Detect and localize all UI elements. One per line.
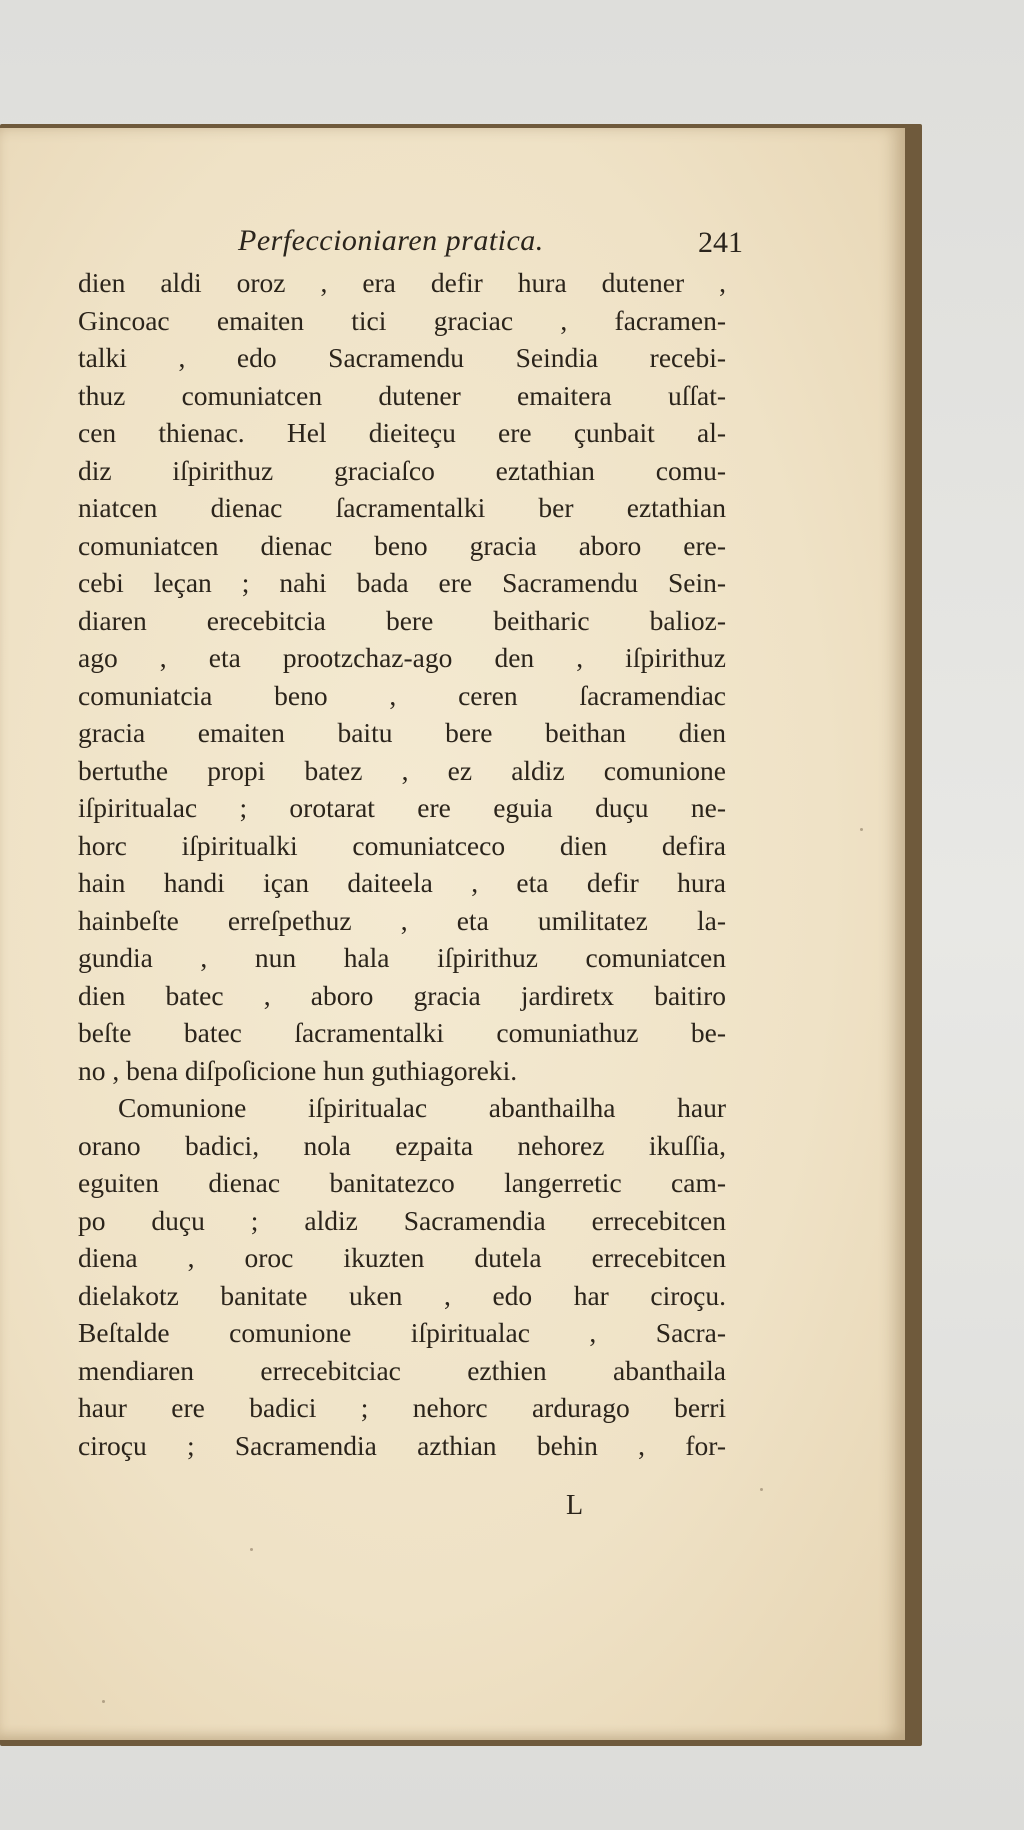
- text-line: gracia emaiten baitu bere beithan dien: [78, 717, 726, 748]
- text-line: talki , edo Sacramendu Seindia recebi-: [78, 342, 726, 373]
- paper-speck: [102, 1700, 105, 1703]
- text-line: mendiaren errecebitciac ezthien abanthaila: [78, 1354, 726, 1386]
- running-title: Perfeccioniaren pratica.: [238, 224, 544, 257]
- text-line: cebi leçan ; nahi bada ere Sacramendu Sein-: [78, 567, 726, 598]
- text-line: eguiten dienac banitatezco langerretic cam-: [78, 1167, 726, 1198]
- text-line: haur ere badici ; nehorc ardurago berri: [78, 1392, 726, 1423]
- text-line: orano badici, nola ezpaita nehorez ikuſſia,: [78, 1129, 726, 1161]
- page-number: 241: [698, 226, 743, 259]
- text-line: bertuthe propi batez , ez aldiz comunione: [78, 754, 726, 786]
- book-page: [0, 128, 905, 1740]
- text-line: hain handi içan daiteela , eta defir hura: [78, 867, 726, 898]
- text-line: dien batec , aboro gracia jardiretx baitiro: [78, 979, 726, 1011]
- text-line: Beſtalde comunione iſpiritualac , Sacra-: [78, 1317, 726, 1348]
- paper-speck: [760, 1488, 763, 1491]
- text-line: no , bena diſpoſicione hun guthiagoreki.: [78, 1054, 518, 1086]
- text-line: Gincoac emaiten tici graciac , facramen-: [78, 304, 726, 336]
- signature-mark: L: [566, 1490, 584, 1521]
- text-line: niatcen dienac ſacramentalki ber eztathian: [78, 492, 726, 523]
- paper-speck: [860, 828, 863, 831]
- text-line: beſte batec ſacramentalki comuniathuz be-: [78, 1017, 726, 1048]
- text-line: diena , oroc ikuzten dutela errecebitcen: [78, 1242, 726, 1273]
- text-line: cen thienac. Hel dieiteçu ere çunbait al-: [78, 417, 726, 448]
- text-line: po duçu ; aldiz Sacramendia errecebitcen: [78, 1204, 726, 1236]
- text-line: iſpiritualac ; orotarat ere eguia duçu ne-: [78, 792, 726, 823]
- text-line: diaren erecebitcia bere beitharic balioz-: [78, 604, 726, 636]
- text-line: ciroçu ; Sacramendia azthian behin , for-: [78, 1429, 726, 1461]
- text-line: ago , eta prootzchaz-ago den , iſpirithuz: [78, 642, 726, 673]
- paper-speck: [250, 1548, 253, 1551]
- body-text: [78, 264, 726, 1464]
- text-line: comuniatcia beno , ceren ſacramendiac: [78, 679, 726, 711]
- text-line: hainbeſte erreſpethuz , eta umilitatez la-: [78, 904, 726, 936]
- page-header: [0, 224, 905, 264]
- text-line: horc iſpiritualki comuniatceco dien defira: [78, 829, 726, 861]
- text-line: comuniatcen dienac beno gracia aboro ere-: [78, 529, 726, 561]
- text-line: dielakotz banitate uken , edo har ciroçu.: [78, 1279, 726, 1311]
- text-line: dien aldi oroz , era defir hura dutener ,: [78, 267, 726, 298]
- text-line: thuz comuniatcen dutener emaitera uſſat-: [78, 379, 726, 411]
- text-line: gundia , nun hala iſpirithuz comuniatcen: [78, 942, 726, 973]
- text-line: Comunione iſpiritualac abanthailha haur: [118, 1092, 726, 1123]
- text-line: diz iſpirithuz graciaſco eztathian comu-: [78, 454, 726, 486]
